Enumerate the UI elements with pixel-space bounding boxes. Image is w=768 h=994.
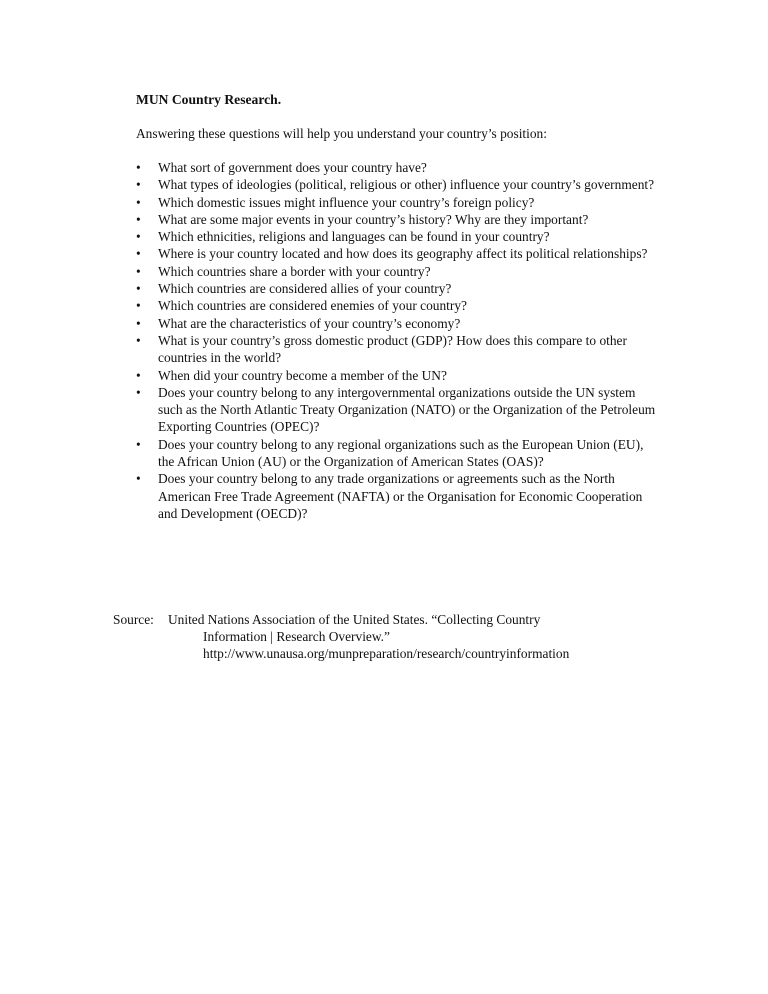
bullet-icon: • [136,332,141,348]
list-item [136,211,658,228]
list-item [136,367,658,384]
list-item [136,194,658,211]
bullet-icon: • [136,367,141,383]
bullet-icon: • [136,194,141,210]
source-label: Source: [113,612,154,627]
intro-text: Answering these questions will help you understand your country’s position: [136,126,547,141]
question-text: Which ethnicities, religions and languages can be found in your country? [158,229,550,245]
list-item [136,245,658,262]
list-item [136,436,658,471]
bullet-icon: • [136,298,141,314]
question-list [136,159,658,522]
question-text: What types of ideologies (political, religious or other) influence your country’s government? [158,177,655,193]
list-item [136,315,658,332]
bullet-icon: • [136,160,141,175]
bullet-icon: • [136,384,141,400]
question-text: Where is your country located and how does its geography affect its political relationships? [158,246,648,262]
question-text: Does your country belong to any trade organizations or agreements such as the North American Free Trade Agreement (NAFTA) or the Organisation for Economic Cooperation and Development (OECD)? [158,471,643,521]
bullet-icon: • [136,263,141,279]
list-item [136,384,658,436]
source-url: http://www.unausa.org/munpreparation/research/countryinformation [203,646,570,661]
bullet-icon: • [136,436,141,452]
list-item [136,228,658,245]
list-item [136,297,658,314]
source-line: Information | Research Overview.” [203,629,390,644]
list-item [136,263,658,280]
bullet-icon: • [136,281,141,297]
list-item [136,470,658,522]
list-item [136,332,658,367]
question-text: When did your country become a member of the UN? [158,367,447,383]
bullet-icon: • [136,229,141,245]
list-item [136,280,658,297]
question-text: What is your country’s gross domestic product (GDP)? How does this compare to other countries in the world? [158,332,627,366]
question-text: Which countries are considered allies of your country? [158,281,452,297]
bullet-icon: • [136,471,141,487]
question-text: What are the characteristics of your country’s economy? [158,315,461,331]
question-text: Does your country belong to any intergovernmental organizations outside the UN system such as the North Atlantic Treaty Organization (NATO) or the Organization of the Petroleum Exporting Countries (OPEC)? [158,384,656,435]
question-text: What are some major events in your country’s history? Why are they important? [158,211,589,227]
bullet-icon: • [136,177,141,193]
bullet-icon: • [136,246,141,262]
question-text: Which countries share a border with your country? [158,263,431,279]
question-text: Which countries are considered enemies of your country? [158,298,467,314]
bullet-icon: • [136,211,141,227]
question-text: What sort of government does your country have? [158,160,427,175]
question-text: Which domestic issues might influence your country’s foreign policy? [158,194,535,210]
source-line: United Nations Association of the United States. “Collecting Country [168,612,541,627]
list-item [136,159,658,176]
bullet-icon: • [136,315,141,331]
page-title: MUN Country Research. [136,92,282,107]
list-item [136,176,658,193]
question-text: Does your country belong to any regional organizations such as the European Union (EU), the African Union (AU) or the Organization of American States (OAS)? [158,436,644,470]
